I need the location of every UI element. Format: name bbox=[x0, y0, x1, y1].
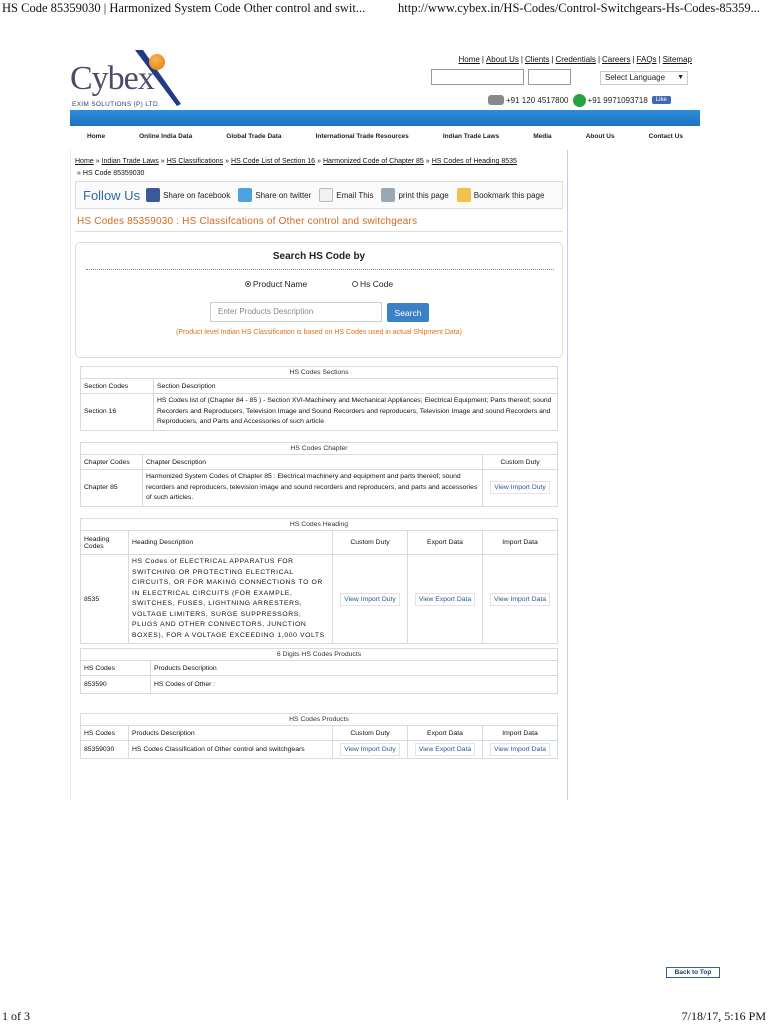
sections-caption: HS Codes Sections bbox=[81, 367, 558, 379]
language-select-label: Select Language bbox=[605, 73, 666, 82]
chapter-description: Harmonized System Codes of Chapter 85 : Electrical machinery and equipment and parts thereof; sound recorders and reproducers, television image and sound recorders and reproducers, and parts and accessories of such articles. bbox=[143, 470, 483, 507]
header-input-2[interactable] bbox=[528, 69, 571, 85]
products-caption: HS Codes Products bbox=[81, 714, 558, 726]
print-footer bbox=[0, 1008, 768, 1024]
chapter-code: Chapter 85 bbox=[81, 470, 143, 507]
top-link-credentials[interactable]: Credentials bbox=[555, 55, 596, 64]
print-header bbox=[0, 0, 768, 22]
radio-hs-code-label: Hs Code bbox=[360, 279, 394, 289]
dropdown-arrow-icon: ▼ bbox=[677, 74, 684, 81]
print-page-label: print this page bbox=[398, 190, 449, 200]
follow-bar bbox=[75, 181, 563, 209]
whatsapp-icon bbox=[573, 94, 586, 107]
breadcrumb-section-16[interactable]: HS Code List of Section 16 bbox=[231, 158, 316, 165]
table-row bbox=[81, 470, 558, 507]
nav-contact-us[interactable]: Contact Us bbox=[648, 132, 683, 140]
view-import-duty-button[interactable]: View Import Duty bbox=[340, 593, 400, 606]
email-icon bbox=[319, 188, 333, 202]
print-page[interactable] bbox=[381, 188, 448, 202]
share-twitter[interactable] bbox=[238, 188, 311, 202]
table-row bbox=[81, 741, 558, 759]
col-export-data: Export Data bbox=[408, 531, 483, 555]
nav-global-trade-data[interactable]: Global Trade Data bbox=[226, 132, 282, 140]
col-products-description: Products Description bbox=[129, 726, 333, 741]
products-table bbox=[80, 713, 558, 759]
twitter-icon bbox=[238, 188, 252, 202]
top-links: Home | About Us | Clients | Credentials | Careers | FAQs | Sitemap bbox=[458, 55, 692, 64]
search-heading: Search HS Code by bbox=[272, 251, 366, 262]
section-code: Section 16 bbox=[81, 394, 154, 431]
chapter-caption: HS Codes Chapter bbox=[81, 443, 558, 455]
view-export-data-button[interactable]: View Export Data bbox=[415, 743, 475, 756]
sections-table bbox=[80, 366, 558, 431]
logo-brand-text: Cybex bbox=[70, 60, 154, 97]
share-email-label: Email This bbox=[336, 190, 374, 200]
blue-banner-bar bbox=[70, 110, 700, 126]
search-panel bbox=[75, 242, 563, 358]
table-row bbox=[81, 394, 558, 431]
share-facebook[interactable] bbox=[146, 188, 230, 202]
top-link-sitemap[interactable]: Sitemap bbox=[662, 55, 692, 64]
chapter-table bbox=[80, 442, 558, 507]
view-import-data-button[interactable]: View Import Data bbox=[490, 743, 550, 756]
col-section-codes: Section Codes bbox=[81, 379, 154, 394]
breadcrumb-home[interactable]: Home bbox=[75, 158, 94, 165]
print-page-number: 1 of 3 bbox=[2, 1009, 30, 1023]
facebook-like-button[interactable]: Like bbox=[652, 96, 671, 104]
nav-international-trade-resources[interactable]: International Trade Resources bbox=[315, 132, 409, 140]
breadcrumb-heading-8535[interactable]: HS Codes of Heading 8535 bbox=[431, 158, 517, 165]
view-import-duty-button[interactable]: View Import Duty bbox=[340, 743, 400, 756]
top-link-clients[interactable]: Clients bbox=[524, 55, 550, 64]
six-digit-description: HS Codes of Other : bbox=[151, 676, 558, 694]
col-heading-description: Heading Description bbox=[129, 531, 333, 555]
product-code: 85359030 bbox=[81, 741, 129, 759]
back-to-top-button[interactable]: Back to Top bbox=[666, 967, 720, 978]
print-page-url: http://www.cybex.in/HS-Codes/Control-Switchgears-Hs-Codes-85359... bbox=[398, 1, 760, 15]
six-digit-caption: 6 Digits HS Codes Products bbox=[81, 649, 558, 661]
share-email[interactable] bbox=[319, 188, 373, 202]
col-custom-duty: Custom Duty bbox=[483, 455, 558, 470]
breadcrumb: Home » Indian Trade Laws » HS Classifications » HS Code List of Section 16 » Harmonized Code of Chapter 85 » HS Codes of Heading 8535 » HS Code 85359030 bbox=[75, 158, 517, 177]
search-type-options bbox=[76, 279, 562, 289]
print-icon bbox=[381, 188, 395, 202]
search-divider bbox=[86, 269, 554, 270]
section-description: HS Codes list of (Chapter 84 - 85 ) - Section XVI-Machinery and Mechanical Appliances; Electrical Equipment; Parts thereof; sound Recorders and Reproducers, Television Image and Sound Recorders and reproducers, Television Image and sound Recorders and Reproducers, and Parts and Accessories of such article bbox=[154, 394, 558, 431]
col-custom-duty: Custom Duty bbox=[333, 726, 408, 741]
facebook-icon bbox=[146, 188, 160, 202]
breadcrumb-current: HS Code 85359030 bbox=[82, 170, 145, 177]
nav-about-us[interactable]: About Us bbox=[585, 132, 615, 140]
col-export-data: Export Data bbox=[408, 726, 483, 741]
web-page bbox=[70, 40, 700, 800]
search-button[interactable]: Search bbox=[387, 303, 429, 322]
page-title: HS Codes 85359030 : HS Classifcations of Other control and switchgears bbox=[77, 216, 418, 227]
header-input-1[interactable] bbox=[431, 69, 524, 85]
col-import-data: Import Data bbox=[483, 531, 558, 555]
col-import-data: Import Data bbox=[483, 726, 558, 741]
follow-us-title: Follow Us bbox=[83, 187, 141, 203]
main-nav bbox=[70, 128, 700, 144]
top-link-faqs[interactable]: FAQs bbox=[636, 55, 657, 64]
view-import-duty-button[interactable]: View Import Duty bbox=[490, 481, 550, 494]
top-link-careers[interactable]: Careers bbox=[602, 55, 631, 64]
table-row bbox=[81, 676, 558, 694]
six-digit-code: 853590 bbox=[81, 676, 151, 694]
heading-code: 8535 bbox=[81, 555, 129, 644]
col-chapter-codes: Chapter Codes bbox=[81, 455, 143, 470]
nav-online-india-data[interactable]: Online India Data bbox=[139, 132, 193, 140]
radio-product-name[interactable] bbox=[245, 279, 307, 289]
col-products-description: Products Description bbox=[151, 661, 558, 676]
table-row bbox=[81, 555, 558, 644]
col-heading-codes: Heading Codes bbox=[81, 531, 129, 555]
nav-media[interactable]: Media bbox=[533, 132, 552, 140]
radio-product-name-label: Product Name bbox=[252, 279, 308, 289]
nav-indian-trade-laws[interactable]: Indian Trade Laws bbox=[442, 132, 500, 140]
col-hs-codes: HS Codes bbox=[81, 661, 151, 676]
six-digit-table bbox=[80, 648, 558, 694]
breadcrumb-chapter-85[interactable]: Harmonized Code of Chapter 85 bbox=[323, 158, 424, 165]
logo-subtitle: EXIM SOLUTIONS (P) LTD. bbox=[72, 101, 161, 108]
col-custom-duty: Custom Duty bbox=[333, 531, 408, 555]
cybex-logo[interactable] bbox=[70, 46, 185, 108]
heading-description: HS Codes of ELECTRICAL APPARATUS FOR SWITCHING OR PROTECTING ELECTRICAL CIRCUITS, OR FOR MAKING CONNECTIONS TO OR IN ELECTRICAL CIRCUITS (FOR EXAMPLE, SWITCHES, FUSES, LIGHTNING ARRESTERS, VOLTAGE LIMITERS, SURGE SUPPRESSORS, PLUGS AND OTHER CONNECTORS, JUNCTION BOXES), FOR A VOLTAGE EXCEEDING 1,000 VOLTS bbox=[129, 555, 333, 644]
radio-selected-icon bbox=[245, 281, 251, 287]
product-description: HS Codes Classification of Other control and switchgears bbox=[129, 741, 333, 759]
breadcrumb-indian-trade-laws[interactable]: Indian Trade Laws bbox=[101, 158, 159, 165]
main-content bbox=[70, 150, 568, 800]
top-link-home[interactable]: Home bbox=[458, 55, 480, 64]
breadcrumb-hs-classifications[interactable]: HS Classifications bbox=[166, 158, 224, 165]
language-select[interactable] bbox=[600, 71, 688, 85]
view-import-data-button[interactable]: View Import Data bbox=[490, 593, 550, 606]
search-note: (Product level Indian HS Classification is based on HS Codes used in actual Shipment Data) bbox=[176, 329, 462, 336]
bookmark-page[interactable] bbox=[457, 188, 545, 202]
contact-row bbox=[488, 93, 671, 107]
view-export-data-button[interactable]: View Export Data bbox=[415, 593, 475, 606]
col-chapter-description: Chapter Description bbox=[143, 455, 483, 470]
bookmark-icon bbox=[457, 188, 471, 202]
nav-home[interactable]: Home bbox=[87, 132, 106, 140]
radio-hs-code[interactable] bbox=[352, 279, 393, 289]
heading-table bbox=[80, 518, 558, 644]
search-input[interactable]: Enter Products Description bbox=[210, 302, 382, 322]
bookmark-page-label: Bookmark this page bbox=[473, 190, 545, 200]
print-page-title: HS Code 85359030 | Harmonized System Code Other control and swit... bbox=[2, 1, 366, 15]
col-hs-codes: HS Codes bbox=[81, 726, 129, 741]
top-link-about[interactable]: About Us bbox=[485, 55, 519, 64]
radio-unselected-icon bbox=[352, 281, 358, 287]
phone-icon bbox=[488, 95, 504, 105]
heading-caption: HS Codes Heading bbox=[81, 519, 558, 531]
share-twitter-label: Share on twitter bbox=[255, 190, 312, 200]
col-section-description: Section Description bbox=[154, 379, 558, 394]
print-datetime: 7/18/17, 5:16 PM bbox=[681, 1009, 766, 1023]
whatsapp-number: +91 9971093718 bbox=[587, 95, 648, 105]
title-divider bbox=[75, 231, 563, 232]
share-facebook-label: Share on facebook bbox=[163, 190, 231, 200]
phone-number: +91 120 4517800 bbox=[506, 95, 569, 105]
